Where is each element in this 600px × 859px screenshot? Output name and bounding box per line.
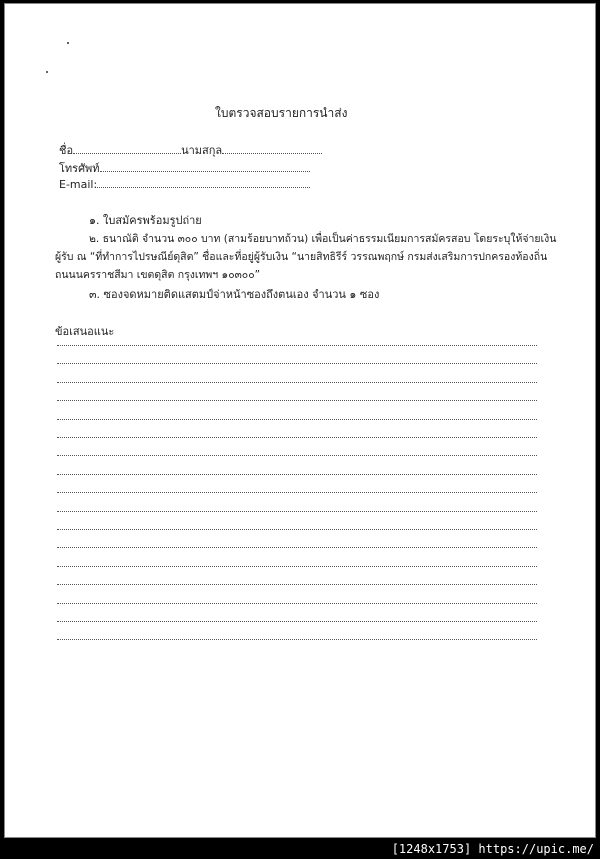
suggestion-blank-line	[57, 400, 537, 401]
phone-label: โทรศัพท์	[59, 162, 100, 175]
item-1: ๑. ใบสมัครพร้อมรูปถ่าย	[89, 214, 202, 227]
suggestion-blank-line	[57, 603, 537, 604]
item-2-address: ถนนนครราชสีมา เขตดุสิต กรุงเทพฯ ๑๐๓๐๐”	[55, 269, 261, 281]
suggestion-blank-line	[57, 584, 537, 585]
image-host-footer: [1248x1753] https://upic.me/	[391, 842, 594, 856]
first-name-blank	[73, 143, 181, 154]
document-page	[4, 3, 596, 838]
document-title: ใบตรวจสอบรายการนำส่ง	[215, 106, 348, 120]
name-field	[59, 141, 322, 159]
suggestion-blank-line	[57, 639, 537, 640]
suggestion-blank-line	[57, 529, 537, 530]
suggestion-blank-line	[57, 621, 537, 622]
email-field	[59, 177, 310, 191]
last-name-blank	[222, 143, 322, 154]
suggestions-label: ข้อเสนอแนะ	[55, 325, 115, 338]
suggestion-blank-line	[57, 492, 537, 493]
suggestion-blank-line	[57, 363, 537, 364]
suggestion-blank-line	[57, 419, 537, 420]
scan-speck	[46, 71, 48, 73]
suggestion-blank-line	[57, 511, 537, 512]
item-2-cont: ผู้รับ ณ “ที่ทำการไปรษณีย์ดุสิต” ชื่อและที่อยู่ผู้รับเงิน “นายสิทธิรีร์ วรรณพฤกษ์ กรมส่งเสริมการปกครองท้องถิ่น	[55, 251, 548, 263]
first-name-label: ชื่อ	[59, 144, 74, 157]
email-label: E-mail:	[59, 178, 98, 191]
suggestion-blank-line	[57, 455, 537, 456]
item-2: ๒. ธนาณัติ จำนวน ๓๐๐ บาท (สามร้อยบาทถ้วน) เพื่อเป็นค่าธรรมเนียมการสมัครสอบ โดยระบุให้จ่ายเงิน	[89, 233, 557, 245]
phone-field	[59, 159, 310, 177]
phone-blank	[100, 161, 310, 172]
suggestion-blank-line	[57, 382, 537, 383]
suggestion-blank-line	[57, 566, 537, 567]
scan-speck	[67, 42, 69, 44]
suggestion-blank-line	[57, 345, 537, 346]
item-3: ๓. ซองจดหมายติดแสตมป์จ่าหน้าซองถึงตนเอง จำนวน ๑ ซอง	[89, 288, 380, 301]
suggestion-blank-line	[57, 437, 537, 438]
last-name-label: นามสกุล	[181, 144, 223, 157]
suggestion-blank-line	[57, 547, 537, 548]
email-blank	[97, 177, 310, 188]
suggestion-blank-line	[57, 474, 537, 475]
